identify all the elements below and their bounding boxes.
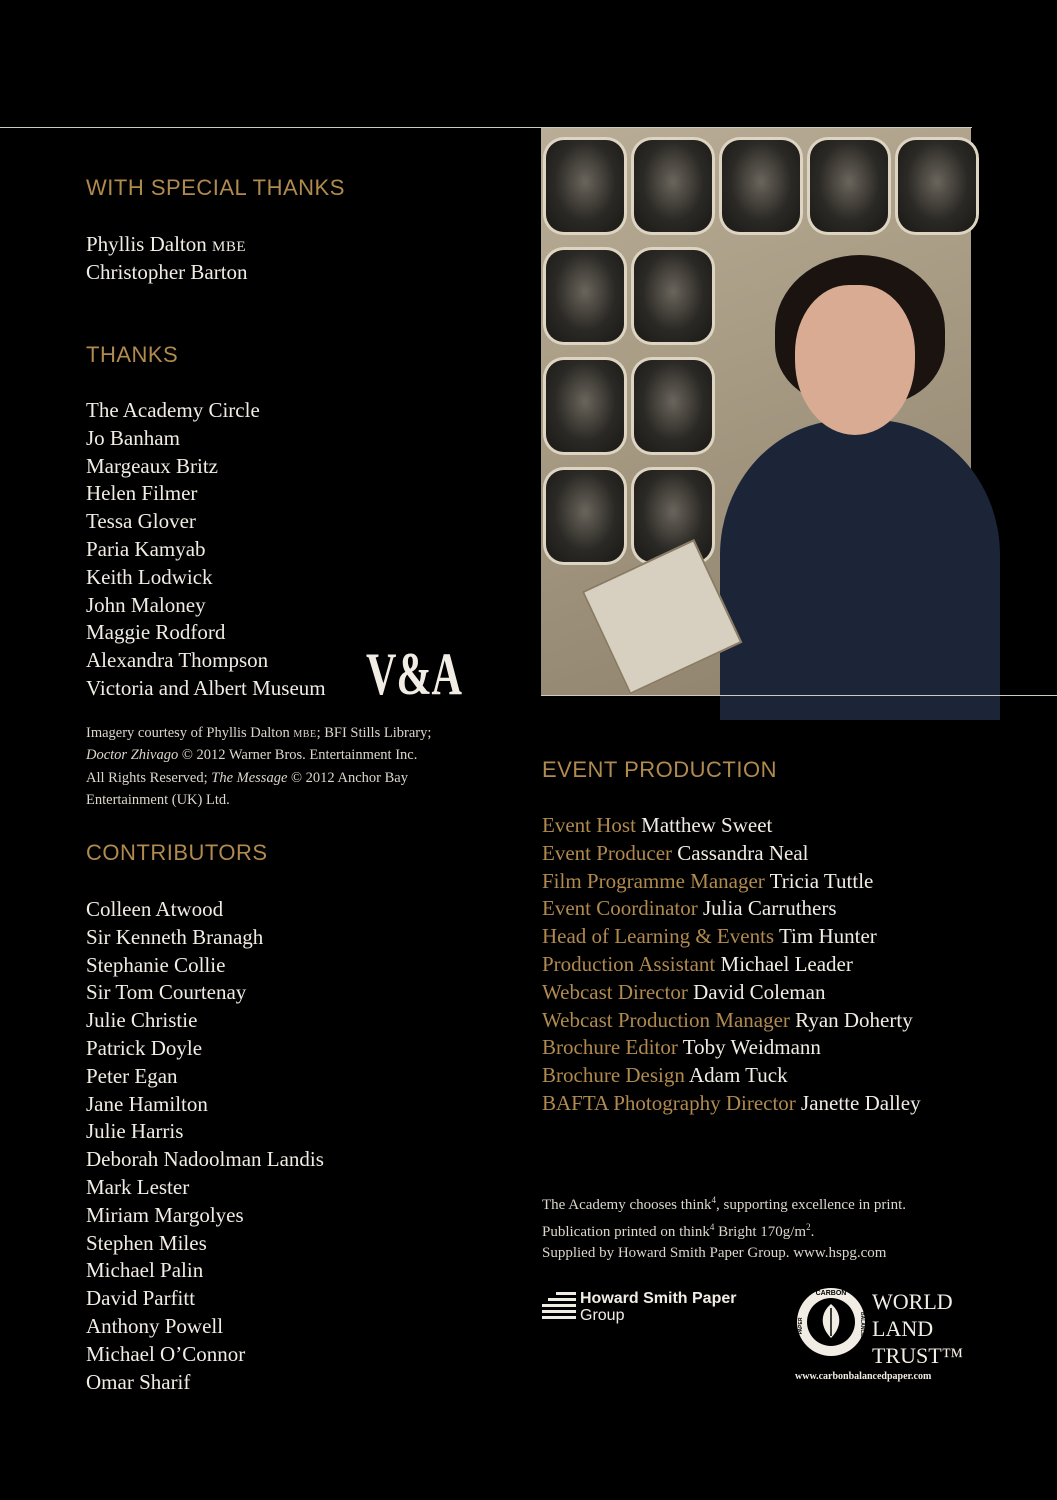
credit-name: Tim Hunter bbox=[778, 924, 877, 949]
carbon-balanced-seal-icon bbox=[795, 1286, 867, 1358]
list-item: Deborah Nadoolman Landis bbox=[86, 1147, 324, 1172]
credit-role: BAFTA Photography Director bbox=[542, 1090, 796, 1115]
credit-role: Brochure Design bbox=[542, 1063, 685, 1088]
credit-row bbox=[542, 923, 921, 951]
list-item: Miriam Margolyes bbox=[86, 1202, 244, 1227]
credit-row bbox=[542, 812, 921, 840]
list-item: The Academy Circle bbox=[86, 398, 260, 422]
image-credits: Imagery courtesy of Phyllis Dalton mbe; BFI Stills Library; Doctor Zhivago © 2012 Warner Bros. Entertainment Inc. All Rights Reserved; The Message © 2012 Anchor Bay Entertainment (UK) Ltd. bbox=[86, 725, 432, 808]
credit-role: Event Host bbox=[542, 813, 636, 837]
list-item: Tessa Glover bbox=[86, 509, 196, 534]
credit-role: Production Assistant bbox=[542, 951, 716, 976]
list-item: Julie Christie bbox=[86, 1008, 198, 1033]
list-item: Michael Palin bbox=[86, 1258, 204, 1283]
list-item: Julie Harris bbox=[86, 1119, 184, 1144]
credit-name: Julia Carruthers bbox=[702, 896, 837, 921]
wlt-url: www.carbonbalancedpaper.com bbox=[795, 1371, 932, 1382]
credit-row bbox=[542, 979, 921, 1007]
list-item: Alexandra Thompson bbox=[86, 648, 269, 673]
portrait-figure bbox=[541, 128, 971, 695]
credit-role: Head of Learning & Events bbox=[542, 924, 775, 949]
list-item: Jane Hamilton bbox=[86, 1091, 208, 1116]
list-item: Colleen Atwood bbox=[86, 897, 224, 921]
list-item: Stephanie Collie bbox=[86, 952, 226, 977]
credit-row bbox=[542, 1034, 921, 1062]
event-production-heading: EVENT PRODUCTION bbox=[542, 757, 777, 782]
credit-name: Tricia Tuttle bbox=[769, 868, 874, 893]
credit-name: Adam Tuck bbox=[688, 1063, 788, 1088]
credit-row bbox=[542, 1090, 921, 1118]
list-item: Sir Tom Courtenay bbox=[86, 980, 247, 1005]
wlt-name: WORLD LAND TRUST™ bbox=[872, 1289, 964, 1368]
list-item: Mark Lester bbox=[86, 1174, 190, 1199]
credit-row bbox=[542, 1007, 921, 1035]
list-item: Michael O’Connor bbox=[86, 1341, 246, 1366]
paper-note: The Academy chooses think$^4$, supporting excellence in print. Publication printed on think$^4$ Bright $170g/m^2$. Supplied by Howard Smith Paper Group. www.hspg.com bbox=[542, 1195, 906, 1261]
list-item: Omar Sharif bbox=[86, 1369, 191, 1394]
credit-name: Toby Weidmann bbox=[682, 1035, 821, 1060]
thanks-heading: THANKS bbox=[86, 342, 179, 367]
list-item: Paria Kamyab bbox=[86, 536, 206, 561]
credit-name: Janette Dalley bbox=[801, 1090, 921, 1115]
credit-name: David Coleman bbox=[693, 979, 826, 1004]
list-item: Keith Lodwick bbox=[86, 564, 213, 589]
credit-role: Film Programme Manager bbox=[542, 868, 765, 893]
mid-rule bbox=[541, 695, 1057, 696]
special-thanks-heading: WITH SPECIAL THANKS bbox=[86, 175, 345, 200]
contributors-heading: CONTRIBUTORS bbox=[86, 840, 268, 865]
credit-row bbox=[542, 951, 921, 979]
list-item: Christopher Barton bbox=[86, 259, 248, 284]
credit-name: Michael Leader bbox=[720, 951, 853, 976]
list-item: Peter Egan bbox=[86, 1063, 178, 1088]
list-item: David Parfitt bbox=[86, 1286, 196, 1311]
svg-text:CARBON: CARBON bbox=[815, 1290, 847, 1297]
thanks-list bbox=[86, 397, 326, 703]
special-thanks-list bbox=[86, 231, 248, 287]
credit-row bbox=[542, 840, 921, 868]
world-land-trust-logo bbox=[795, 1286, 995, 1386]
list-item: Sir Kenneth Branagh bbox=[86, 924, 264, 949]
credit-role: Event Producer bbox=[542, 840, 673, 865]
credit-name: Cassandra Neal bbox=[677, 840, 809, 865]
list-item: Phyllis Dalton mbe bbox=[86, 232, 247, 256]
credit-role: Brochure Editor bbox=[542, 1035, 678, 1060]
svg-text:PAPER: PAPER bbox=[798, 1317, 804, 1335]
credit-role: Webcast Director bbox=[542, 979, 688, 1004]
list-item: Victoria and Albert Museum bbox=[86, 675, 326, 700]
va-logo bbox=[366, 640, 462, 707]
list-item: Maggie Rodford bbox=[86, 620, 226, 645]
credit-row bbox=[542, 1062, 921, 1090]
credit-name: Ryan Doherty bbox=[795, 1007, 913, 1032]
credit-role: Event Coordinator bbox=[542, 896, 698, 921]
credit-row bbox=[542, 868, 921, 896]
contributors-list bbox=[86, 896, 324, 1396]
va-logo-text: V&A bbox=[366, 641, 462, 707]
list-item: Anthony Powell bbox=[86, 1313, 224, 1338]
howard-smith-paper-logo: Howard Smith Paper Group bbox=[542, 1290, 772, 1332]
list-item: Helen Filmer bbox=[86, 481, 198, 506]
honour-badge: mbe bbox=[212, 232, 247, 256]
credit-role: Webcast Production Manager bbox=[542, 1007, 790, 1032]
event-production-list bbox=[542, 812, 921, 1118]
credit-row bbox=[542, 895, 921, 923]
list-item: Stephen Miles bbox=[86, 1230, 207, 1255]
list-item: John Maloney bbox=[86, 592, 206, 617]
svg-text:BALANCED: BALANCED bbox=[859, 1311, 865, 1341]
list-item: Jo Banham bbox=[86, 425, 180, 450]
credit-name: Matthew Sweet bbox=[641, 813, 773, 837]
hsp-mark-icon bbox=[542, 1292, 576, 1322]
list-item: Patrick Doyle bbox=[86, 1035, 203, 1060]
list-item: Margeaux Britz bbox=[86, 453, 218, 478]
